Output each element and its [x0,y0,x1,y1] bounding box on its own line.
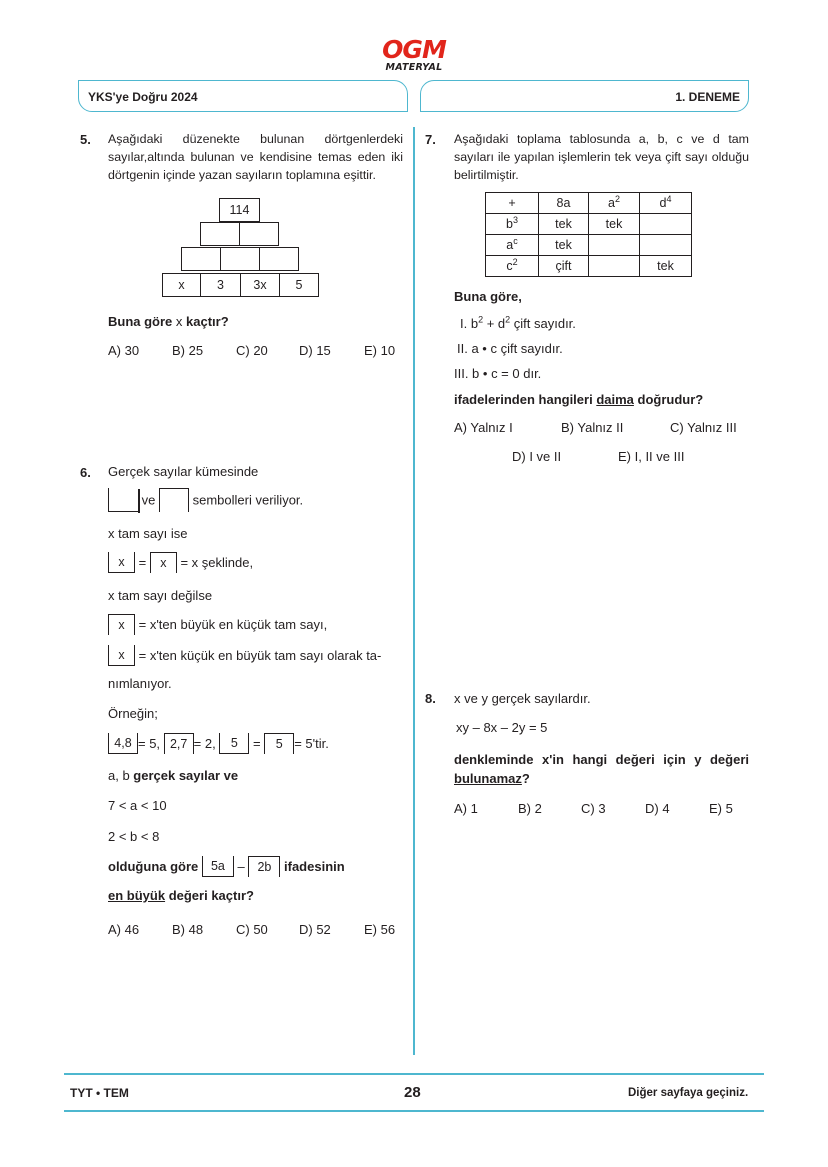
q6-q2-underline: en büyük [108,888,166,903]
q8-option-e[interactable]: E) 5 [709,801,733,816]
table-header-cell [640,193,692,214]
table-cell [640,214,692,235]
q6-cond2: 2 < b < 8 [108,829,160,844]
q8-q-mark: ? [521,771,530,786]
q7-statement-3: III. b • c = 0 dır. [454,366,542,381]
row-label [486,214,539,235]
table-header-cell: + [486,193,539,214]
q8-option-a[interactable]: A) 1 [454,801,478,816]
q6-line11 [108,768,238,783]
q7-statement-1 [460,316,576,331]
q7-option-d[interactable]: D) I ve II [512,449,562,464]
q5-option-c[interactable]: C) 20 [236,343,268,358]
footer-bottom-line [64,1110,764,1112]
s1-pre: I. b [460,316,479,331]
table-header-cell [589,193,640,214]
q6-option-e[interactable]: E) 56 [364,922,396,937]
s1-mid: + d [483,316,506,331]
q6-line6-tail: = x'ten büyük en küçük tam sayı, [138,617,328,632]
table-cell: tek [589,214,640,235]
q5-q-var: x [175,314,183,329]
pyramid-cell [220,247,260,271]
table-row [486,256,692,277]
q6-eq: = [138,555,147,570]
header-left-text: YKS'ye Doğru 2024 [88,90,198,104]
q6-q2-rest: değeri kaçtır? [165,888,254,903]
ogm-logo [378,35,450,73]
q6-line11-a: a, b [108,768,134,783]
q6-line6 [108,614,327,635]
q6-example [108,733,329,754]
pyramid-cell [200,222,240,246]
q8-question: denkleminde x'in hangi değeri için y değeri [454,752,749,767]
q7-text: Aşağıdaki toplama tablosunda a, b, c ve d tam sayıları ile yapılan işlemlerin tek veya çift sayı olduğu belirtilmiştir. [454,132,749,182]
q7-question [454,392,703,407]
row-base: a [506,238,514,252]
table-cell: tek [539,235,589,256]
row-label [486,235,539,256]
ex-b-tail: = 2, [193,736,216,751]
q5-question [108,314,229,329]
logo-sub: MATERYAL [385,62,443,73]
q6-option-a[interactable]: A) 46 [108,922,140,937]
ex-c-eq: = [252,736,261,751]
q8-number: 8. [425,691,436,706]
table-cell: tek [640,256,692,277]
row-base: b [506,217,513,231]
q8-option-c[interactable]: C) 3 [581,801,606,816]
header-right-box [420,80,749,112]
row-label [486,256,539,277]
pyramid-bottom-3x: 3x [240,273,280,297]
q7-sum-table [485,192,692,277]
q8-option-b[interactable]: B) 2 [518,801,542,816]
q6-line2-tail: sembolleri veriliyor. [192,492,304,508]
table-row [486,214,692,235]
q8-question2 [454,771,530,786]
pyramid-bottom-x: x [162,273,201,297]
h-base: a [608,196,615,210]
q8-line1: x ve y gerçek sayılardır. [454,691,591,706]
q6-question2 [108,888,254,903]
q5-text: Aşağıdaki düzenekte bulunan dörtgenlerdeki sayılar,altında bulunan ve kendisine temas eden iki dörtgenin içinde yazan sayıların toplamına eşittir. [108,132,403,182]
row-base: c [506,259,513,273]
ceil-x: x [150,552,177,573]
q5-number: 5. [80,132,91,147]
q6-question [108,856,345,877]
q5-option-e[interactable]: E) 10 [364,343,396,358]
floor-example-a: 4,8 [108,733,138,754]
table-cell: tek [539,214,589,235]
ceil-example-b: 2,7 [164,733,194,754]
q7-option-b[interactable]: B) Yalnız II [561,420,624,435]
q5-option-a[interactable]: A) 30 [108,343,140,358]
table-cell [589,256,640,277]
q5-q-b: kaçtır? [182,314,229,329]
q7-q-underline: daima [596,392,634,407]
footer-left: TYT • TEM [70,1086,129,1100]
ex-d-tail: = 5'tir. [294,736,329,751]
ceil-x: x [108,614,135,635]
s1-post: çift sayıdır. [510,316,576,331]
footer-top-line [64,1073,764,1075]
table-cell [589,235,640,256]
ceil-example-d: 5 [264,733,294,754]
q6-line8: nımlanıyor. [108,676,172,691]
h-base: d [659,196,667,210]
q7-option-a[interactable]: A) Yalnız I [454,420,513,435]
floor-x: x [108,552,135,573]
q6-line11-b: gerçek sayılar ve [133,768,239,783]
pyramid-top: 114 [219,198,260,222]
floor-symbol [108,488,138,512]
q6-ve: ve [141,492,156,508]
q5-option-b[interactable]: B) 25 [172,343,204,358]
q7-number: 7. [425,132,436,147]
pyramid-cell [239,222,279,246]
column-divider [413,127,415,1055]
s1-sup1: 2 [478,314,484,325]
floor-x: x [108,645,135,666]
q5-q-a: Buna göre [108,314,176,329]
q6-minus: – [237,859,245,874]
q7-statement-2: II. a • c çift sayıdır. [457,341,563,356]
table-row [486,235,692,256]
pyramid-bottom-3: 3 [200,273,241,297]
ceil-2b: 2b [248,856,280,877]
q7-q-a: ifadelerinden hangileri [454,392,597,407]
q8-equation: xy – 8x – 2y = 5 [456,720,548,735]
q6-option-b[interactable]: B) 48 [172,922,204,937]
table-cell [640,235,692,256]
q6-line3: x tam sayı ise [108,526,188,541]
table-header-cell: 8a [539,193,589,214]
q7-option-e[interactable]: E) I, II ve III [618,449,685,464]
q6-line9: Örneğin; [108,706,158,721]
ceil-symbol [159,488,189,512]
row-sup: 2 [512,256,518,267]
q6-line4-tail: = x şeklinde, [180,555,254,570]
h-sup: 4 [666,193,672,204]
ex-a-tail: = 5, [138,736,161,751]
page-number: 28 [404,1084,421,1101]
header-right-text: 1. DENEME [675,90,740,104]
q7-buna: Buna göre, [454,289,522,304]
floor-example-c: 5 [219,733,249,754]
q6-cond1: 7 < a < 10 [108,798,167,813]
pyramid-cell [181,247,221,271]
q8-q-underline: bulunamaz [454,771,522,786]
q6-line7-tail: = x'ten küçük en büyük tam sayı olarak ta- [138,648,382,663]
s1-sup2: 2 [505,314,511,325]
q6-line7 [108,645,381,666]
table-cell: çift [539,256,589,277]
footer-right: Diğer sayfaya geçiniz. [628,1087,749,1099]
q6-option-c[interactable]: C) 50 [236,922,268,937]
h-sup: 2 [614,193,620,204]
table-row [486,193,692,214]
q6-option-d[interactable]: D) 52 [299,922,331,937]
q6-q-a: olduğuna göre [108,859,199,874]
q7-q-b: doğrudur? [633,392,704,407]
pyramid-cell [259,247,299,271]
floor-5a: 5a [202,856,234,877]
pyramid-bottom-5: 5 [279,273,319,297]
header-left-box [78,80,408,112]
q7-option-c[interactable]: C) Yalnız III [670,420,737,435]
q6-number: 6. [80,465,91,480]
q6-q-b: ifadesinin [284,859,345,874]
row-sup: 3 [512,214,518,225]
q6-line2 [108,488,303,512]
q5-option-d[interactable]: D) 15 [299,343,331,358]
q6-line4 [108,552,253,573]
row-sup: c [513,235,518,246]
q6-line5: x tam sayı değilse [108,588,213,603]
q6-line1: Gerçek sayılar kümesinde [108,464,259,479]
q8-option-d[interactable]: D) 4 [645,801,670,816]
logo-name: OGM [382,35,446,64]
